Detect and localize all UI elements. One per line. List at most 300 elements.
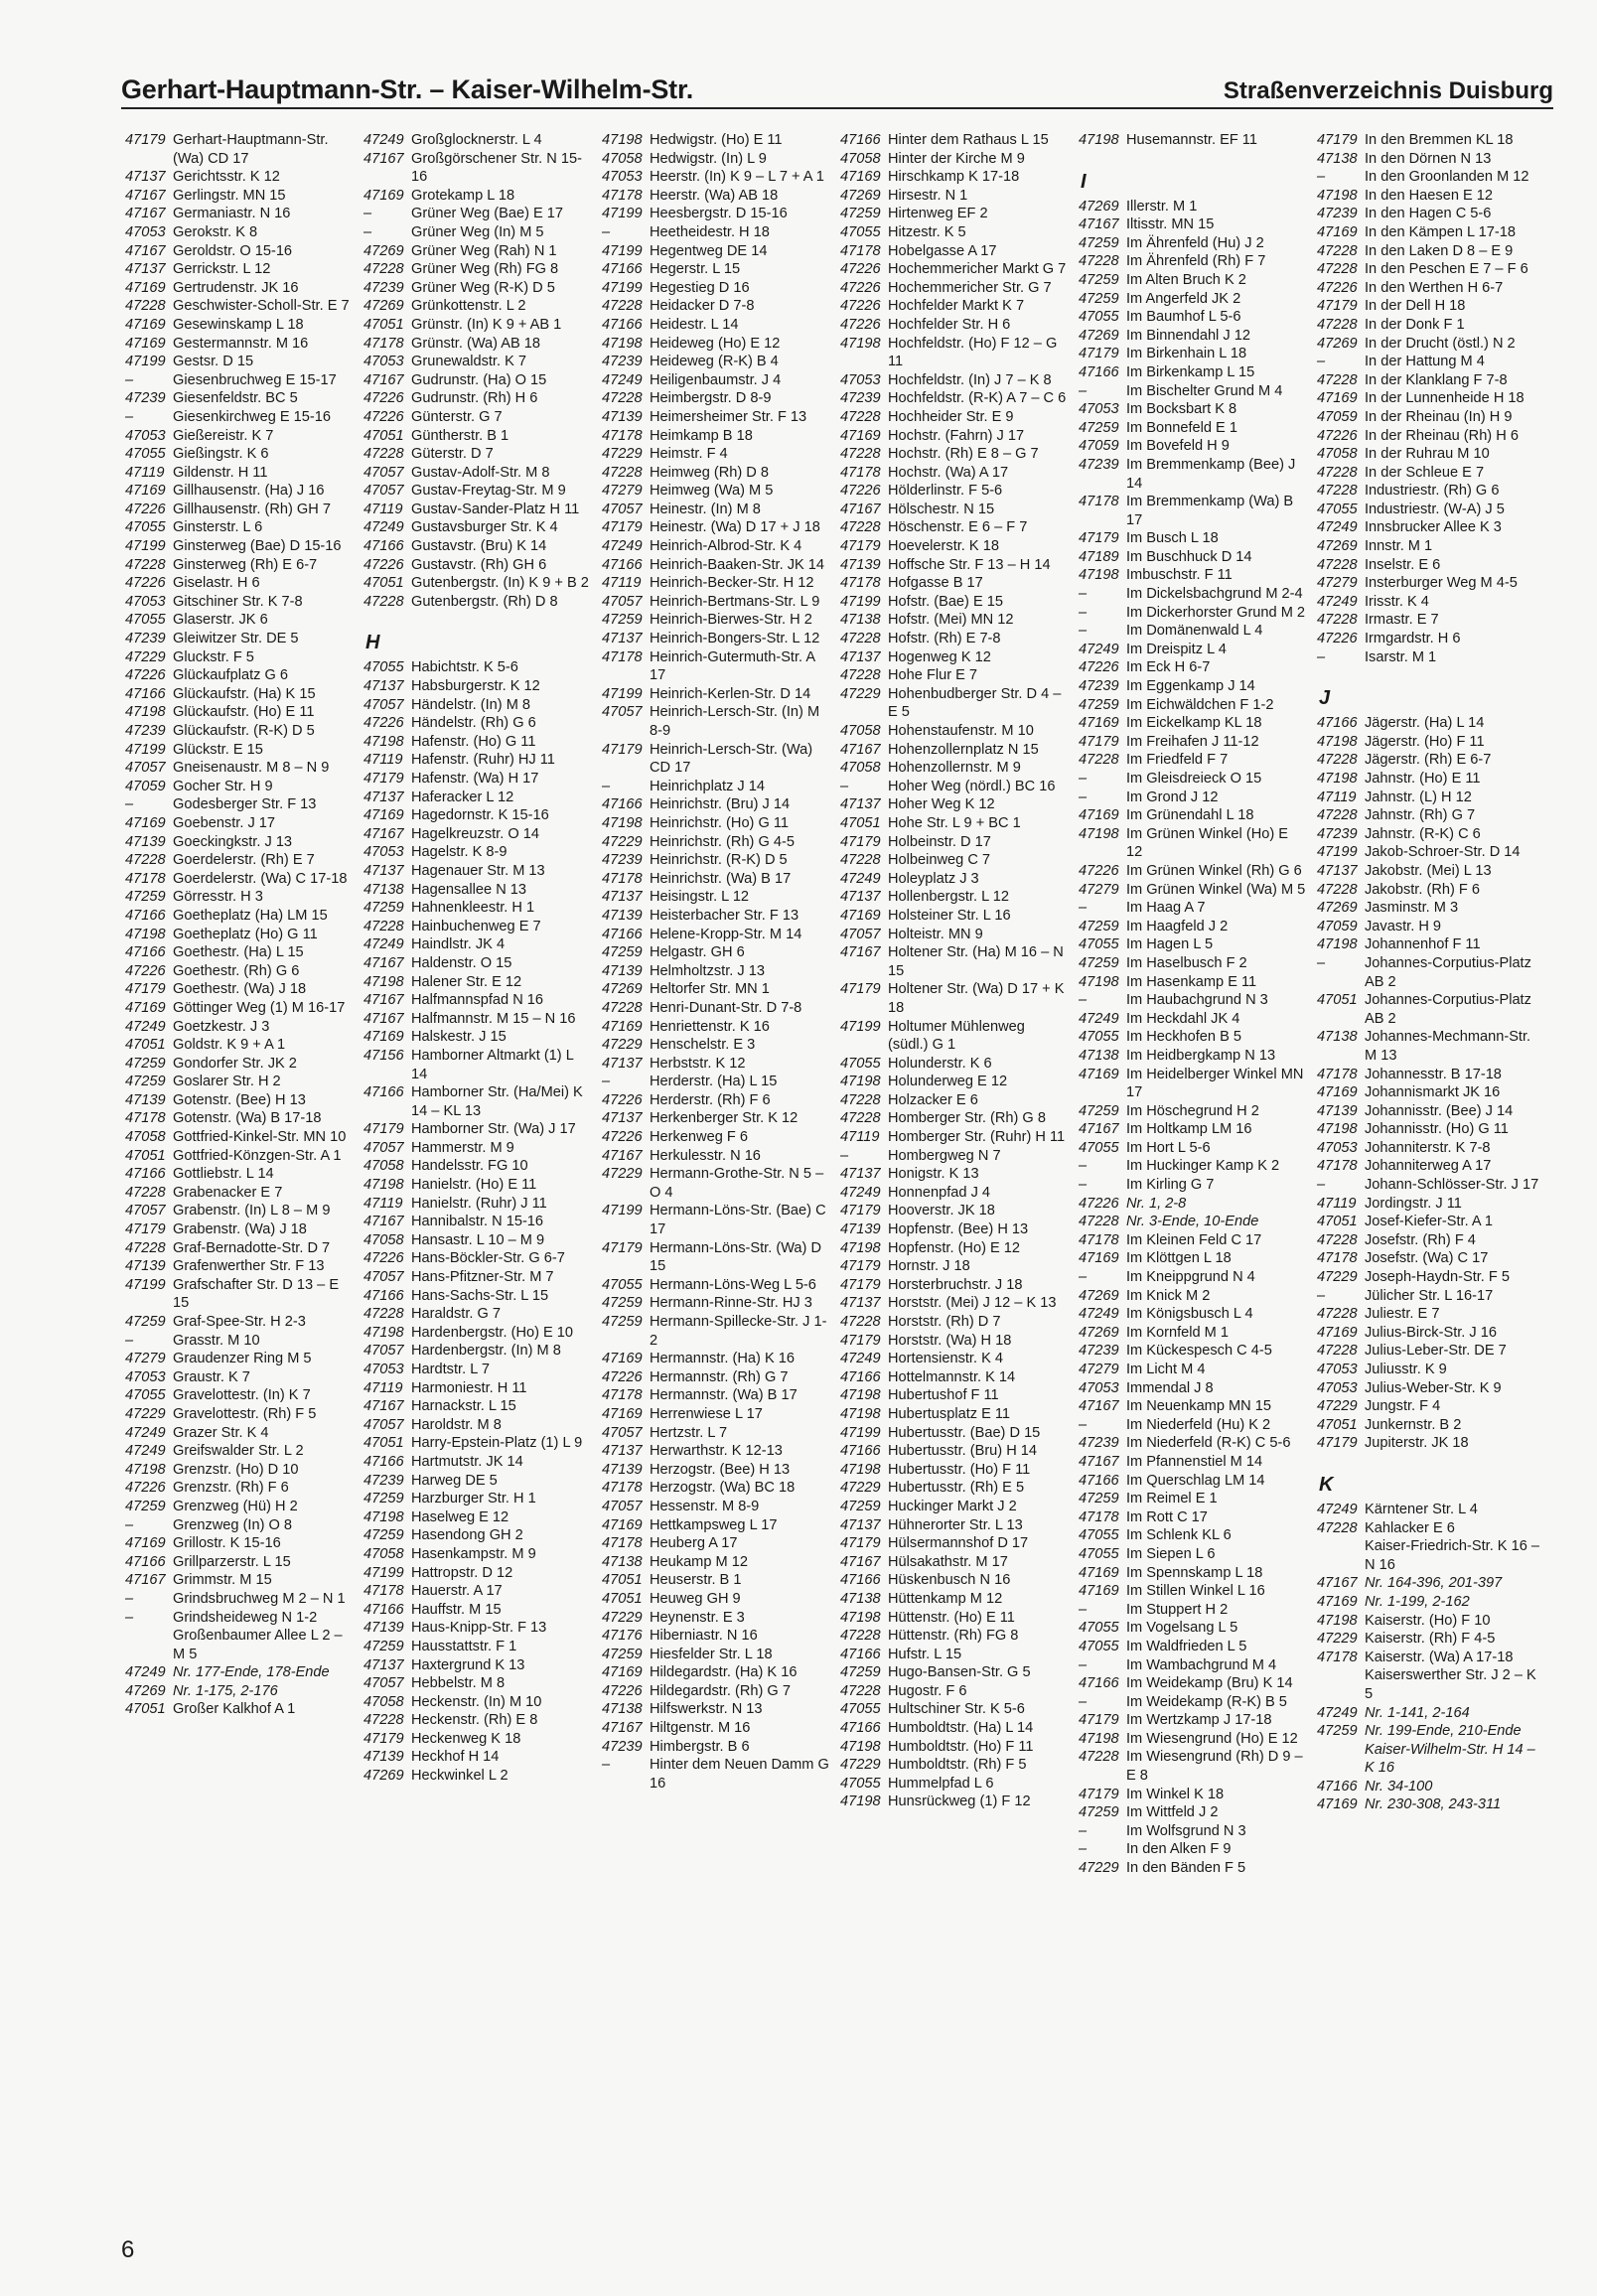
street-entry: [1317, 954, 1545, 991]
street-entry: [840, 501, 1069, 519]
street-entry: [602, 851, 830, 870]
postal-code: 47226: [1079, 862, 1119, 879]
street-name: Güterstr. D 7: [411, 446, 494, 463]
street-entry: [602, 427, 830, 446]
street-name: Heerstr. (In) K 9 – L 7 + A 1: [650, 169, 824, 186]
street-name: Im Busch L 18: [1126, 530, 1219, 547]
street-name: Haselweg E 12: [411, 1508, 509, 1525]
street-name: Grenzstr. (Ho) D 10: [173, 1461, 299, 1478]
postal-code: 47179: [602, 519, 643, 536]
postal-code: 47269: [363, 242, 404, 259]
postal-code: 47199: [602, 242, 643, 259]
postal-code: 47198: [363, 1177, 404, 1194]
postal-code: 47055: [1079, 1545, 1119, 1562]
postal-code: 47055: [125, 519, 166, 536]
street-name: Goethestr. (Rh) G 6: [173, 962, 300, 979]
postal-code: 47167: [1079, 1453, 1119, 1470]
street-entry: [840, 574, 1069, 593]
street-entry: [363, 1453, 592, 1472]
street-name: Gravelottestr. (In) K 7: [173, 1387, 311, 1404]
postal-code: 47179: [1079, 1786, 1119, 1802]
postal-code: 47249: [1079, 1306, 1119, 1323]
street-entry: [602, 1350, 830, 1368]
postal-code: 47198: [363, 733, 404, 750]
street-name: Heinrichstr. (Bru) J 14: [650, 796, 791, 813]
street-name: Gildenstr. H 11: [173, 464, 268, 481]
street-name: Im Reimel E 1: [1126, 1491, 1218, 1507]
street-entry: [363, 1582, 592, 1601]
postal-code: 47179: [840, 1535, 881, 1552]
street-name: Hornstr. J 18: [888, 1258, 970, 1275]
street-name: Heimbergstr. D 8-9: [650, 390, 772, 407]
street-entry: [840, 833, 1069, 852]
postal-code: 47166: [1317, 1778, 1358, 1794]
street-entry: [125, 1461, 354, 1480]
postal-code: 47178: [125, 870, 166, 887]
postal-code: [1317, 1741, 1363, 1778]
postal-code: 47169: [363, 1029, 404, 1046]
street-name: Hühnerorter Str. L 13: [888, 1516, 1023, 1533]
postal-code: 47229: [1317, 1398, 1358, 1415]
postal-code: 47169: [125, 999, 166, 1016]
street-name: Godesberger Str. F 13: [173, 796, 317, 813]
street-entry: [840, 464, 1069, 483]
street-name: Im Kleinen Feld C 17: [1126, 1231, 1262, 1248]
street-entry: [125, 593, 354, 612]
street-entry: [602, 1756, 830, 1793]
street-entry: [363, 150, 592, 187]
street-entry: [125, 371, 354, 390]
postal-code: 47279: [1079, 881, 1119, 898]
postal-code: 47228: [840, 446, 881, 463]
street-entry: [1317, 223, 1545, 242]
street-entry: [125, 297, 354, 316]
street-entry: [840, 1386, 1069, 1405]
street-entry: [1317, 1795, 1545, 1814]
postal-code: 47055: [1079, 309, 1119, 326]
postal-code: 47259: [363, 900, 404, 917]
postal-code: 47226: [363, 1250, 404, 1267]
street-name: Hinter dem Rathaus L 15: [888, 132, 1049, 148]
street-name: Hansastr. L 10 – M 9: [411, 1231, 545, 1248]
street-entry: [840, 666, 1069, 685]
street-entry: [1079, 1120, 1307, 1139]
postal-code: 47239: [363, 279, 404, 296]
street-entry: [602, 1461, 830, 1480]
street-entry: [840, 1405, 1069, 1424]
postal-code: –: [840, 1147, 849, 1164]
street-name: Herkenweg F 6: [650, 1129, 748, 1146]
postal-code: 47137: [363, 1656, 404, 1673]
street-entry: [602, 870, 830, 889]
street-name: Hamborner Altmarkt (1) L 14: [411, 1047, 574, 1082]
street-name: Hobelgasse A 17: [888, 242, 997, 259]
street-entry: [363, 593, 592, 612]
street-name: Gustav-Adolf-Str. M 8: [411, 464, 550, 481]
street-entry: [363, 806, 592, 825]
street-name: Im Binnendahl J 12: [1126, 327, 1250, 344]
street-name: Hagelstr. K 8-9: [411, 844, 508, 861]
street-name: Heimersheimer Str. F 13: [650, 408, 807, 425]
postal-code: 47053: [363, 1362, 404, 1377]
street-name: Hochstr. (Fahrn) J 17: [888, 427, 1025, 444]
postal-code: 47259: [363, 1491, 404, 1507]
street-entry: [125, 1220, 354, 1239]
street-entry: [1079, 585, 1307, 604]
street-entry: [125, 518, 354, 537]
street-name: Hölschestr. N 15: [888, 501, 995, 517]
postal-code: 47259: [1079, 696, 1119, 713]
street-name: In der Rheinau (In) H 9: [1365, 408, 1513, 425]
street-name: Im Bovefeld H 9: [1126, 438, 1230, 455]
street-name: Heckenstr. (In) M 10: [411, 1693, 542, 1710]
postal-code: 47198: [1079, 1730, 1119, 1747]
postal-code: 47228: [602, 298, 643, 315]
postal-code: 47058: [363, 1231, 404, 1248]
street-entry: [840, 1220, 1069, 1239]
street-name: Im Bremmenkamp (Wa) B 17: [1126, 494, 1294, 528]
street-entry: [840, 408, 1069, 427]
street-name: Kaiser-Wilhelm-Str. H 14 – K 16: [1365, 1741, 1535, 1777]
street-name: Germaniastr. N 16: [173, 206, 291, 222]
street-entry: [1317, 279, 1545, 298]
postal-code: 47229: [1317, 1269, 1358, 1286]
street-name: Hochfeldstr. (Ho) F 12 – G 11: [888, 335, 1058, 370]
postal-code: 47167: [125, 242, 166, 259]
postal-code: 47178: [840, 464, 881, 481]
street-name: Im Ährenfeld (Hu) J 2: [1126, 234, 1264, 251]
street-entry: [1079, 1526, 1307, 1545]
street-name: Grafenwerther Str. F 13: [173, 1258, 325, 1275]
postal-code: 47249: [125, 1018, 166, 1035]
postal-code: 47166: [125, 685, 166, 702]
street-entry: [125, 389, 354, 408]
postal-code: 47228: [1317, 316, 1358, 333]
street-entry: [1317, 187, 1545, 206]
postal-code: 47228: [1079, 1749, 1119, 1766]
section-letter: K: [1319, 1473, 1334, 1496]
postal-code: 47198: [840, 1405, 881, 1422]
postal-code: 47166: [125, 1553, 166, 1570]
street-entry: [125, 223, 354, 242]
street-name: Grotekamp L 18: [411, 187, 515, 204]
postal-code: 47139: [125, 1091, 166, 1108]
postal-code: 47057: [602, 593, 643, 610]
postal-code: 47198: [125, 1461, 166, 1478]
section-letter: J: [1319, 687, 1331, 710]
postal-code: 47269: [1079, 327, 1119, 344]
street-name: Im Wolfsgrund N 3: [1126, 1822, 1246, 1839]
street-name: Heinrich-Bierwes-Str. H 2: [650, 612, 812, 629]
street-name: Grafschafter Str. D 13 – E 15: [173, 1276, 340, 1312]
street-name: Jahnstr. (L) H 12: [1365, 789, 1472, 805]
street-entry: [1317, 1666, 1545, 1703]
street-entry: [602, 1055, 830, 1074]
street-entry: [1079, 327, 1307, 346]
postal-code: 47228: [840, 852, 881, 869]
street-entry: [1079, 1231, 1307, 1250]
street-entry: [363, 862, 592, 881]
street-entry: [1079, 1342, 1307, 1361]
street-name: Hanielstr. (Ruhr) J 11: [411, 1195, 547, 1212]
street-name: Josefstr. (Wa) C 17: [1365, 1250, 1489, 1267]
street-name: Heideweg (Ho) E 12: [650, 335, 781, 352]
postal-code: 47228: [1317, 1306, 1358, 1323]
postal-code: 47198: [1079, 567, 1119, 584]
street-entry: [363, 1711, 592, 1730]
postal-code: 47228: [125, 556, 166, 573]
postal-code: 47229: [1079, 1860, 1119, 1877]
postal-code: 47057: [363, 696, 404, 713]
postal-code: 47199: [363, 1564, 404, 1581]
street-entry: [125, 445, 354, 464]
street-name: Johannisstr. (Bee) J 14: [1365, 1102, 1514, 1119]
street-name: Nr. 34-100: [1365, 1778, 1433, 1794]
street-name: Im Grond J 12: [1126, 789, 1219, 805]
postal-code: 47228: [363, 446, 404, 463]
postal-code: 47167: [1317, 1575, 1358, 1592]
postal-code: 47051: [125, 1037, 166, 1054]
street-entry: [602, 316, 830, 335]
postal-code: 47179: [840, 1258, 881, 1275]
street-entry: [1317, 1324, 1545, 1343]
postal-code: 47167: [1079, 1398, 1119, 1415]
postal-code: 47058: [363, 1693, 404, 1710]
street-entry: [125, 427, 354, 446]
street-name: Hollenbergstr. L 12: [888, 889, 1009, 906]
street-name: Kahlacker E 6: [1365, 1519, 1455, 1536]
street-entry: [363, 1287, 592, 1306]
street-entry: [125, 187, 354, 206]
street-name: Gustav-Sander-Platz H 11: [411, 501, 580, 517]
street-entry: [1317, 427, 1545, 446]
postal-code: 47198: [1317, 1612, 1358, 1629]
postal-code: 47139: [363, 1620, 404, 1637]
postal-code: 47249: [602, 371, 643, 388]
street-entry: [602, 150, 830, 169]
street-entry: [1317, 881, 1545, 900]
street-entry: [602, 1147, 830, 1166]
postal-code: 47059: [1079, 438, 1119, 455]
street-name: Gestsr. D 15: [173, 354, 254, 370]
postal-code: 47166: [125, 1166, 166, 1183]
street-name: Hartmutstr. JK 14: [411, 1453, 523, 1470]
street-entry: [602, 205, 830, 223]
street-name: Hoffsche Str. F 13 – H 14: [888, 556, 1051, 573]
postal-code: 47178: [1317, 1066, 1358, 1082]
street-name: Nr. 3-Ende, 10-Ende: [1126, 1214, 1259, 1230]
street-entry: [1317, 1593, 1545, 1612]
postal-code: 47269: [1317, 538, 1358, 555]
street-name: Hopfenstr. (Ho) E 12: [888, 1239, 1021, 1256]
postal-code: 47169: [1317, 1593, 1358, 1610]
postal-code: 47138: [840, 612, 881, 629]
street-entry: [1317, 408, 1545, 427]
street-entry: [602, 464, 830, 483]
postal-code: 47228: [125, 298, 166, 315]
postal-code: 47228: [602, 464, 643, 481]
street-entry: [1079, 290, 1307, 309]
postal-code: 47166: [1079, 1675, 1119, 1692]
street-entry: [1079, 677, 1307, 696]
street-entry: [840, 814, 1069, 833]
street-name: Gerlingstr. MN 15: [173, 187, 286, 204]
street-name: Goetheplatz (Ha) LM 15: [173, 907, 328, 924]
postal-code: 47166: [1079, 363, 1119, 380]
postal-code: 47226: [840, 483, 881, 500]
postal-code: 47228: [1317, 483, 1358, 500]
street-entry: [1317, 556, 1545, 575]
postal-code: 47198: [1317, 733, 1358, 750]
postal-code: –: [1079, 900, 1088, 917]
postal-code: 47239: [602, 354, 643, 370]
street-name: Heetheidestr. H 18: [650, 223, 770, 240]
postal-code: 47198: [1317, 936, 1358, 953]
street-name: Im Haubachgrund N 3: [1126, 992, 1268, 1009]
street-name: Haindlstr. JK 4: [411, 936, 506, 953]
street-entry: [1079, 604, 1307, 623]
postal-code: 47249: [363, 519, 404, 536]
postal-code: –: [1317, 954, 1326, 971]
street-entry: [840, 518, 1069, 537]
street-entry: [1079, 493, 1307, 529]
postal-code: 47166: [840, 132, 881, 148]
street-entry: [125, 1609, 354, 1628]
street-name: In den Haesen E 12: [1365, 187, 1494, 204]
street-entry: [602, 833, 830, 852]
postal-code: 47057: [363, 1139, 404, 1156]
postal-code: 47249: [363, 936, 404, 953]
street-entry: [602, 1405, 830, 1424]
postal-code: 47228: [840, 1110, 881, 1127]
street-entry: [1079, 456, 1307, 493]
postal-code: 47139: [602, 1461, 643, 1478]
street-entry: [1079, 1472, 1307, 1491]
street-name: Johannes-Mechmann-Str. M 13: [1365, 1029, 1531, 1064]
street-entry: [840, 1257, 1069, 1276]
postal-code: 47228: [602, 390, 643, 407]
postal-code: 47229: [602, 1166, 643, 1183]
street-entry: [125, 353, 354, 371]
street-entry: [1317, 648, 1545, 667]
street-name: Hermann-Löns-Weg L 5-6: [650, 1276, 816, 1293]
street-name: Hohe Str. L 9 + BC 1: [888, 814, 1021, 831]
street-name: Gesewinskamp L 18: [173, 316, 304, 333]
street-name: Isarstr. M 1: [1365, 648, 1437, 665]
postal-code: 47228: [125, 1184, 166, 1201]
street-entry: [1079, 696, 1307, 715]
street-entry: [363, 205, 592, 223]
postal-code: 47229: [125, 648, 166, 665]
postal-code: 47119: [125, 464, 165, 481]
postal-code: 47119: [1317, 1195, 1357, 1212]
postal-code: 47059: [1317, 918, 1358, 934]
postal-code: 47228: [363, 1306, 404, 1323]
street-name: Gluckstr. F 5: [173, 648, 254, 665]
street-entry: [125, 1663, 354, 1682]
street-name: In den Groonlanden M 12: [1365, 169, 1529, 186]
street-name: In den Dörnen N 13: [1365, 150, 1492, 167]
street-entry: [840, 851, 1069, 870]
street-entry: [840, 1682, 1069, 1701]
postal-code: 47178: [602, 187, 643, 204]
street-entry: [1317, 1778, 1545, 1796]
street-entry: [125, 1368, 354, 1387]
street-name: Hahnenkleestr. H 1: [411, 900, 535, 917]
street-name: Hermannstr. (Ha) K 16: [650, 1351, 795, 1367]
street-entry: [1317, 935, 1545, 954]
street-entry: [602, 371, 830, 390]
postal-code: 47179: [363, 1121, 404, 1138]
postal-code: 47053: [1079, 1379, 1119, 1396]
street-name: Im Neuenkamp MN 15: [1126, 1398, 1271, 1415]
postal-code: 47198: [1079, 825, 1119, 842]
street-entry: [125, 1055, 354, 1074]
street-name: Hasendong GH 2: [411, 1527, 523, 1544]
street-entry: [1317, 445, 1545, 464]
street-entry: [602, 1682, 830, 1701]
postal-code: 47138: [1317, 150, 1358, 167]
street-name: Hülsakathstr. M 17: [888, 1553, 1008, 1570]
street-entry: [1079, 1786, 1307, 1804]
postal-code: 47169: [125, 279, 166, 296]
street-entry: [1079, 234, 1307, 253]
street-entry: [363, 658, 592, 677]
street-entry: [1317, 770, 1545, 789]
street-entry: [125, 537, 354, 556]
postal-code: 47228: [1317, 807, 1358, 824]
street-entry: [125, 1442, 354, 1461]
street-name: Hüttenkamp M 12: [888, 1590, 1003, 1607]
column-5: [1079, 131, 1307, 1878]
street-name: Holeyplatz J 3: [888, 870, 979, 887]
street-entry: [602, 1073, 830, 1091]
street-entry: [840, 870, 1069, 889]
street-entry: [125, 1627, 354, 1663]
street-name: Hugo-Bansen-Str. G 5: [888, 1664, 1031, 1681]
street-entry: [1317, 991, 1545, 1028]
street-name: Im Stuppert H 2: [1126, 1601, 1229, 1618]
street-entry: [840, 980, 1069, 1017]
street-name: Im Haselbusch F 2: [1126, 954, 1247, 971]
street-entry: [602, 242, 830, 261]
street-name: Gocher Str. H 9: [173, 778, 273, 794]
postal-code: 47228: [1317, 371, 1358, 388]
street-entry: [125, 666, 354, 685]
street-name: Hubertusstr. (Ho) F 11: [888, 1461, 1031, 1478]
street-name: Im Kornfeld M 1: [1126, 1324, 1230, 1341]
postal-code: 47119: [363, 1379, 403, 1396]
street-entry: [363, 770, 592, 789]
postal-code: 47178: [602, 648, 643, 665]
street-entry: [840, 1590, 1069, 1609]
street-entry: [1079, 252, 1307, 271]
postal-code: 47259: [602, 1314, 643, 1330]
street-name: Görresstr. H 3: [173, 889, 263, 906]
street-name: Hilfswerkstr. N 13: [650, 1701, 763, 1718]
street-entry: [840, 888, 1069, 907]
street-name: Großer Kalkhof A 1: [173, 1701, 296, 1718]
postal-code: 47259: [363, 1638, 404, 1654]
postal-code: 47198: [363, 1508, 404, 1525]
street-entry: [1317, 843, 1545, 862]
page-number: 6: [121, 2236, 135, 2263]
street-name: Halskestr. J 15: [411, 1029, 507, 1046]
street-entry: [125, 1700, 354, 1719]
street-entry: [125, 778, 354, 796]
street-entry: [1079, 1268, 1307, 1287]
postal-code: 47058: [363, 1158, 404, 1175]
